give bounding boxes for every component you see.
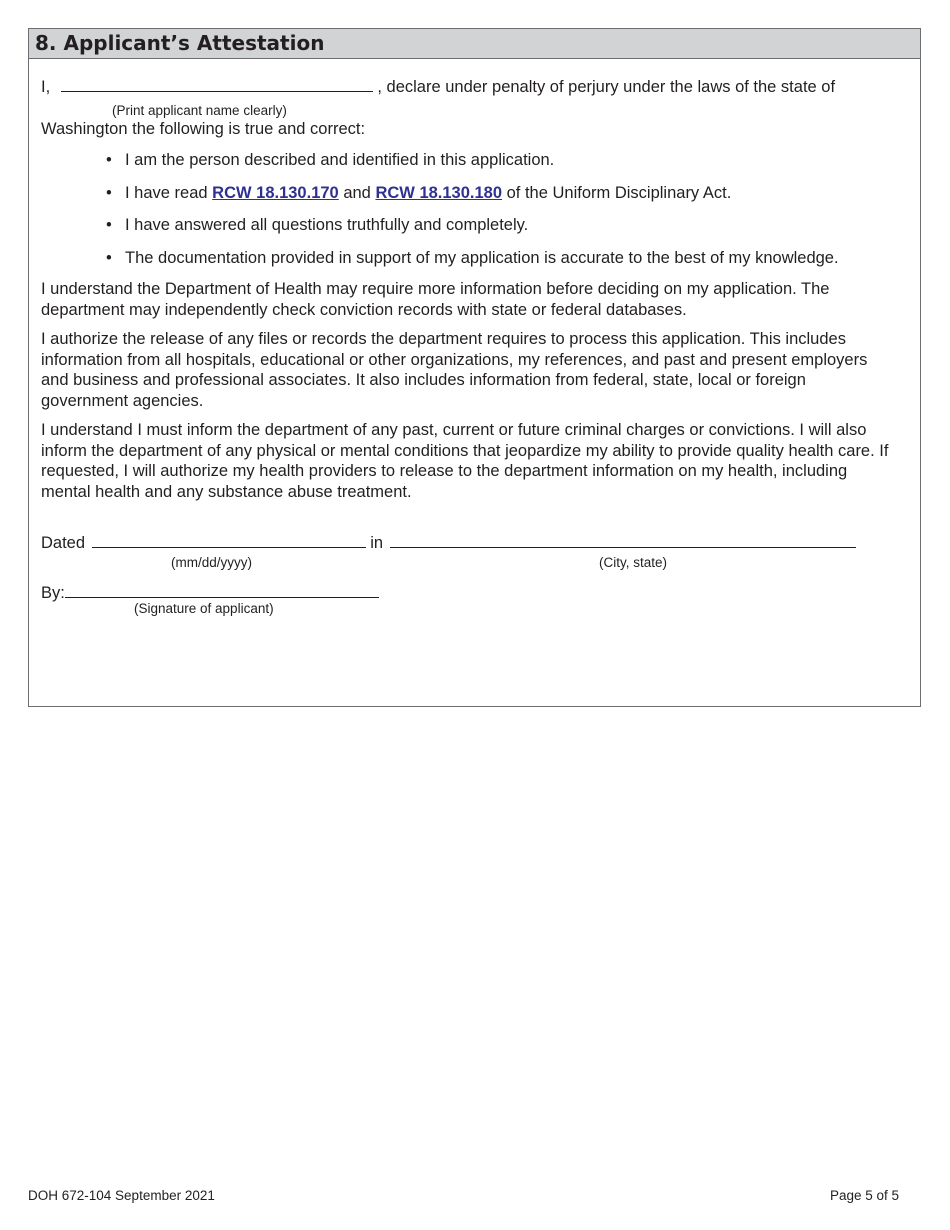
city-caption: (City, state) [599,555,668,570]
declaration-prefix: I, [41,78,51,96]
declaration-continuation: Washington the following is true and correct: [41,120,366,138]
rcw-18-130-180-link[interactable]: RCW 18.130.180 [375,184,503,202]
section-title: 8. Applicant’s Attestation [29,29,920,59]
by-label: By: [41,584,65,602]
page-number: Page 5 of 5 [829,1188,899,1203]
name-caption: (Print applicant name clearly) [112,103,287,118]
city-state-field[interactable] [390,533,856,548]
signature-field[interactable] [65,583,379,598]
paragraph-disclosure-obligation: I understand I must inform the department of any past, current or future criminal charges or convictions. I will also inform the department of any physical or mental conditions that jeopardize my ability to provide quality health care. If requested, I will authorize my health providers to release to the department information on my health, including mental health and any substance abuse treatment. [41,421,889,501]
declaration-line [41,77,835,98]
rcw-18-130-170-link[interactable]: RCW 18.130.170 [212,184,339,202]
declaration-suffix: , declare under penalty of perjury under the laws of the state of [377,78,836,96]
dated-line [41,533,856,554]
dated-label: Dated [41,534,86,552]
paragraph-release-authorization: I authorize the release of any files or records the department requires to process this application. This includes information from all hospitals, educational or other organizations, my references, and past and present employers and business and professional associates. It also includes information from federal, state, local or foreign government agencies. [41,330,868,410]
date-caption: (mm/dd/yyyy) [171,555,252,570]
form-id: DOH 672-104 September 2021 [28,1188,215,1203]
date-field[interactable] [92,533,366,548]
signature-caption: (Signature of applicant) [134,601,274,616]
paragraph-department-info: I understand the Department of Health may require more information before deciding on my application. The department may independently check conviction records with state or federal databases. [41,280,830,319]
in-label: in [370,534,384,552]
applicant-name-field[interactable] [61,77,373,92]
